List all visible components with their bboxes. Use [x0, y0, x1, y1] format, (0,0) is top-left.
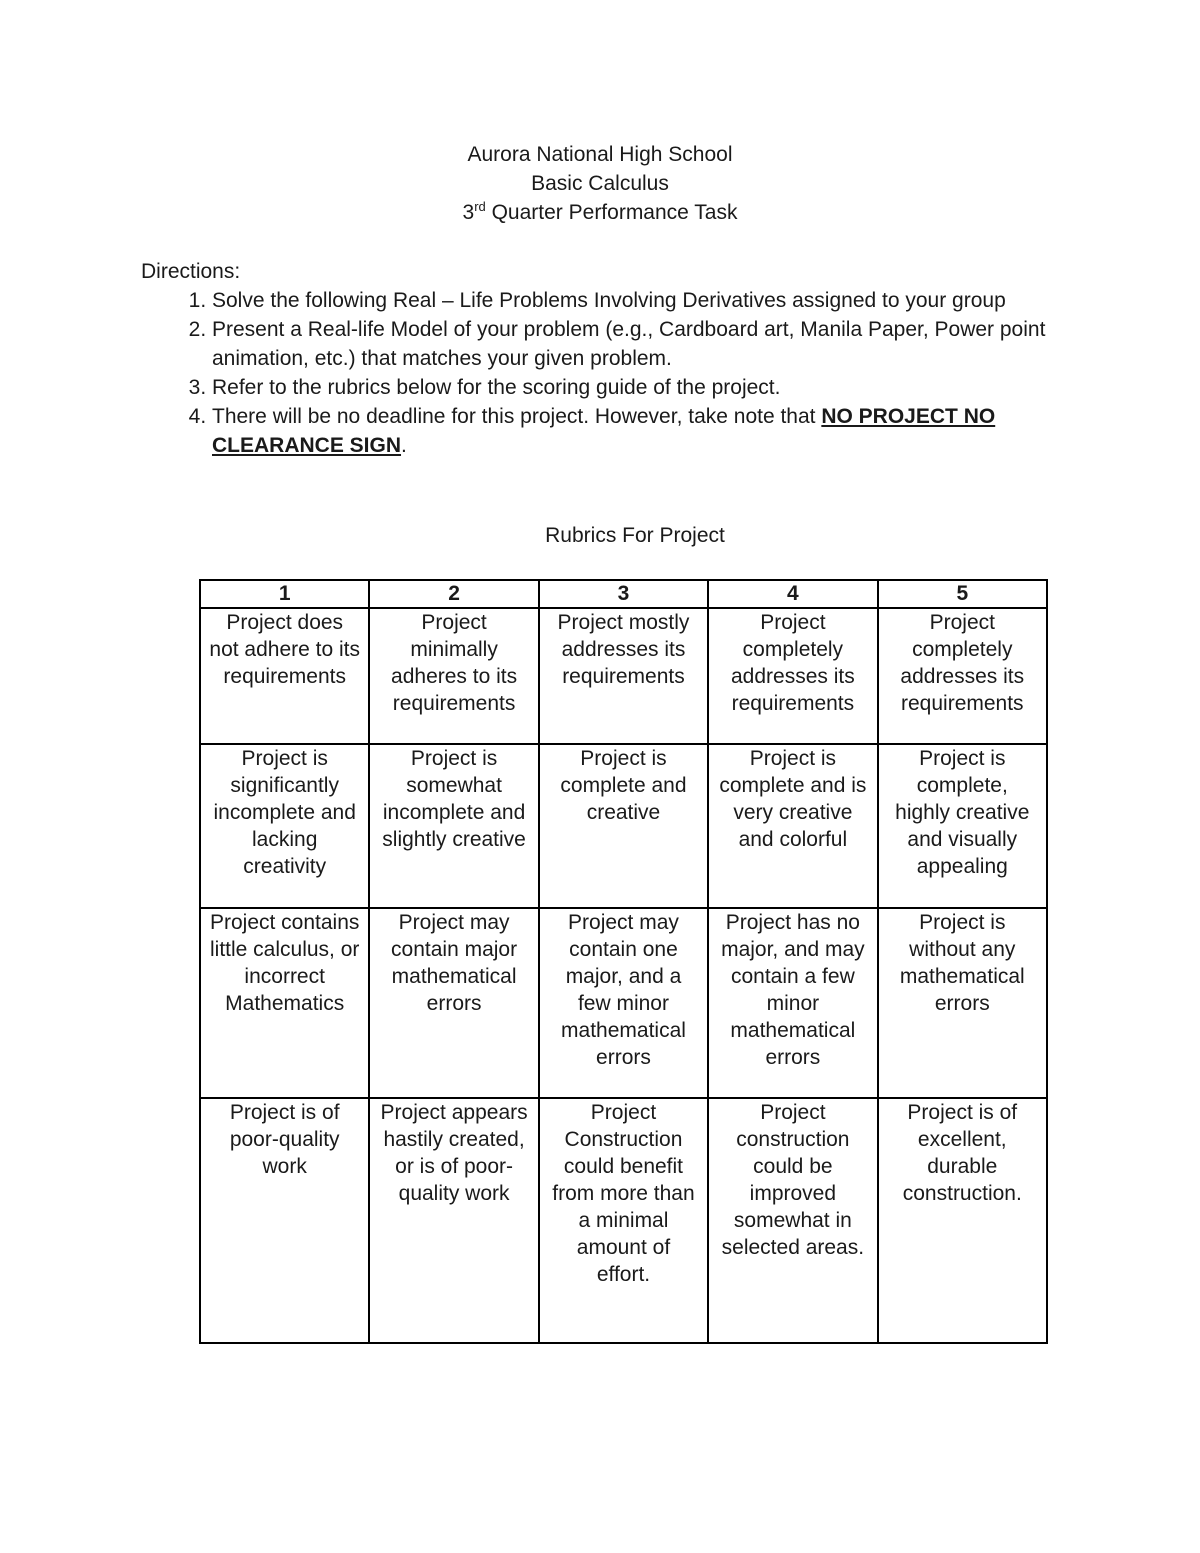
rubric-cell: Project Construction could benefit from more than a minimal amount of effort.: [539, 1098, 708, 1343]
rubric-header-row: [200, 580, 1047, 608]
rubric-cell: Project is complete and is very creative and colorful: [708, 744, 877, 908]
no-clearance-emphasis: NO PROJECT NO CLEARANCE SIGN: [212, 405, 996, 457]
task-number: 3: [462, 201, 475, 224]
rubric-cell: Project is of excellent, durable construction.: [878, 1098, 1047, 1343]
rubric-cell: Project is of poor-quality work: [200, 1098, 369, 1343]
direction-item-4: [212, 402, 1071, 460]
task-superscript: rd: [474, 199, 486, 214]
rubric-title: Rubrics For Project: [545, 524, 725, 547]
rubric-cell: Project completely addresses its requirements: [708, 608, 877, 744]
directions-list: [141, 286, 1071, 460]
rubric-cell: Project contains little calculus, or incorrect Mathematics: [200, 908, 369, 1098]
rubric-row-mathematics: [200, 908, 1047, 1098]
rubric-row-requirements: [200, 608, 1047, 744]
rubric-table: [199, 579, 1048, 1344]
rubric-cell: Project has no major, and may contain a few minor mathematical errors: [708, 908, 877, 1098]
rubric-cell: Project mostly addresses its requirements: [539, 608, 708, 744]
rubric-cell: Project is significantly incomplete and lacking creativity: [200, 744, 369, 908]
rubric-column-header: 4: [708, 580, 877, 608]
rubric-column-header: 1: [200, 580, 369, 608]
direction-item-4-end: .: [401, 434, 407, 457]
rubric-cell: Project is without any mathematical errors: [878, 908, 1047, 1098]
task-title: [0, 198, 1200, 227]
rubric-cell: Project may contain one major, and a few minor mathematical errors: [539, 908, 708, 1098]
school-name: Aurora National High School: [467, 143, 733, 166]
rubric-column-header: 3: [539, 580, 708, 608]
rubric-cell: Project may contain major mathematical errors: [369, 908, 538, 1098]
rubric-cell: Project construction could be improved somewhat in selected areas.: [708, 1098, 877, 1343]
directions-label: Directions:: [141, 260, 241, 283]
rubric-cell: Project does not adhere to its requirements: [200, 608, 369, 744]
direction-item-3: 3. Refer to the rubrics below for the scoring guide of the project.: [212, 373, 1071, 402]
rubric-cell: Project is complete, highly creative and visually appealing: [878, 744, 1047, 908]
rubric-cell: Project is somewhat incomplete and slightly creative: [369, 744, 538, 908]
document-header: [0, 140, 1200, 227]
direction-item-1: 1. Solve the following Real – Life Problems Involving Derivatives assigned to your group: [212, 286, 1071, 315]
rubric-column-header: 5: [878, 580, 1047, 608]
rubric-row-creativity: [200, 744, 1047, 908]
rubric-row-construction: [200, 1098, 1047, 1343]
directions-section: [141, 257, 1071, 460]
subject-name: Basic Calculus: [531, 172, 669, 195]
direction-item-4-text: There will be no deadline for this project. However, take note that: [212, 405, 822, 428]
task-rest: Quarter Performance Task: [485, 201, 738, 224]
rubric-cell: Project appears hastily created, or is of poor-quality work: [369, 1098, 538, 1343]
rubric-cell: Project is complete and creative: [539, 744, 708, 908]
rubric-cell: Project minimally adheres to its requirements: [369, 608, 538, 744]
direction-item-2: 2. Present a Real-life Model of your problem (e.g., Cardboard art, Manila Paper, Power point animation, etc.) that matches your given problem.: [212, 315, 1071, 373]
rubric-column-header: 2: [369, 580, 538, 608]
rubric-cell: Project completely addresses its requirements: [878, 608, 1047, 744]
